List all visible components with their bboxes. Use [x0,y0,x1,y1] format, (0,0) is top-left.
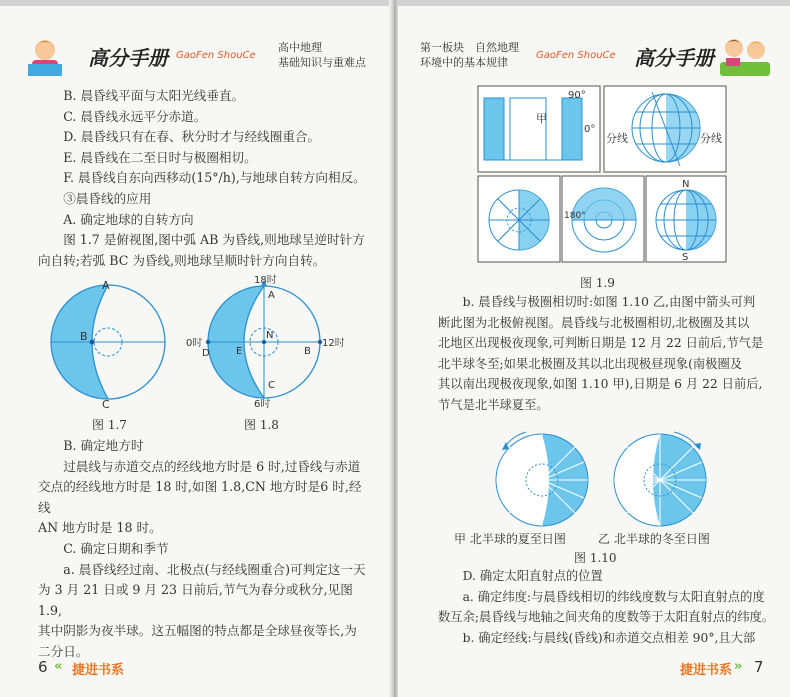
text-line: 其以南出现极夜现象,如图 1.10 甲),日期是 6 月 22 日前后, [438,377,763,392]
fig19-label-jia: 甲 [536,112,547,125]
figure-1-10 [484,426,724,532]
page-header [420,40,519,70]
reading-kid-icon [22,34,68,80]
body-text [438,566,778,648]
text-line: AN 地方时是 18 时。 [38,520,162,536]
fig19-label-n: N [682,179,690,190]
page-number: 6 [38,658,48,676]
left-top-strip [0,0,393,6]
figure-caption: 图 1.10 [574,551,617,565]
fig18-label-c: C [268,380,275,391]
winter-solstice-diagram [614,432,706,526]
brand-title: 高分手册 [88,46,168,70]
summer-solstice-diagram [496,432,588,526]
fig19-label-fen-r: 分线 [700,132,722,145]
chevron-icon: « [54,659,63,674]
header-line: 基础知识与重难点 [278,56,366,69]
fig19-label-90: 90° [568,90,586,101]
text-line: F. 晨昏线自东向西移动(15°/h),与地球自转方向相反。 [63,170,366,186]
text-line: ③晨昏线的应用 [63,190,152,206]
left-page [0,0,393,697]
text-line: 为 3 月 21 日或 9 月 23 日前后,节气为春分或秋分,见图1.9, [38,582,353,618]
chevron-icon: » [734,659,743,674]
text-line: a. 晨昏线经过南、北极点(与经线圈重合)可判定这一天 [63,561,366,577]
right-page [398,0,790,697]
brand-title: 高分手册 [634,46,714,70]
series-name: 捷进书系 [680,663,733,678]
text-line: b. 晨昏线与极圈相切时:如图 1.10 乙,由图中箭头可判 [462,295,756,309]
studying-kids-icon [716,34,774,80]
text-line: D. 确定太阳直射点的位置 [462,569,603,583]
text-line: 数互余;晨昏线与地轴之间夹角的度数等于太阳直射点的纬度。 [438,610,775,625]
body-text [38,86,373,271]
text-line: 过晨线与赤道交点的经线地方时是 6 时,过昏线与赤道 [63,458,361,474]
text-line: 北半球冬至;如果北极圈及其以北出现极昼现象(南极圈及 [438,356,743,371]
text-line: 二分日。 [38,643,89,659]
fig18-label-right: 12时 [322,338,345,349]
fig18-label-e: E [236,346,243,357]
right-top-strip [398,0,790,6]
fig19-label-fen-l: 分线 [606,132,628,145]
fig18-label-bottom: 6时 [254,399,271,410]
text-line: B. 晨昏线平面与太阳光线垂直。 [63,88,245,103]
header-line: 第一板块 自然地理 [420,41,519,54]
text-line: 图 1.7 是俯视图,图中弧 AB 为昏线,则地球呈逆时针方 [63,232,365,248]
fig17-label-c: C [102,398,110,411]
text-line: 节气是北半球夏至。 [438,397,549,412]
fig17-label-b: B [80,330,88,343]
header-line: 高中地理 [278,41,322,54]
series-name: 捷进书系 [72,663,125,678]
page-number: 7 [754,658,764,676]
figure-subcaption-yi: 乙 北半球的冬至日图 [598,532,710,546]
figure-1-8 [184,275,345,410]
body-text [438,292,773,416]
fig18-label-n: N [266,330,274,341]
fig19-label-180: 180° [564,211,586,221]
figure-subcaption-jia: 甲 北半球的夏至日图 [454,532,566,546]
text-line: 北地区出现极夜现象,可判断日期是 12 月 22 日前后,节气是 [438,336,764,351]
text-line: b. 确定经线:与晨线(昏线)和赤道交点相差 90°,且大部 [462,630,756,645]
text-line: A. 确定地球的自转方向 [63,211,194,227]
text-line: 交点的经线地方时是 18 时,如图 1.8,CN 地方时是6 时,经线 [38,479,362,515]
text-line: 断此图为北极俯视图。晨昏线与北极圈相切,北极圈及其以 [438,315,750,330]
fig19-label-0: 0° [584,124,596,135]
fig18-label-b: B [304,346,311,357]
fig18-label-left: 0时 [186,338,203,349]
text-line: B. 确定地方时 [63,438,144,453]
fig19-label-s: S [682,252,689,263]
figure-caption: 图 1.9 [580,276,615,290]
figure-caption: 图 1.8 [244,418,279,432]
header-line: 环境中的基本规律 [420,56,508,69]
brand-logo: GaoFen ShouCe [536,50,616,61]
text-line: C. 确定日期和季节 [63,540,169,556]
figure-1-7 [46,278,176,411]
figure-1-9 [476,84,728,270]
text-line: 其中阴影为夜半球。这五幅图的特点都是全球昼夜等长,为 [38,623,357,639]
fig18-label-d: D [202,348,210,359]
text-line: C. 晨昏线永远平分赤道。 [63,108,207,124]
text-line: 向自转;若弧 BC 为昏线,则地球呈顺时针方向自转。 [38,252,326,268]
brand-logo: GaoFen ShouCe [176,50,256,61]
page-header [278,40,366,70]
figure-caption: 图 1.7 [92,418,127,432]
body-text [38,436,373,663]
text-line: D. 晨昏线只有在春、秋分时才与经线圈重合。 [63,129,321,145]
text-line: E. 晨昏线在二至日时与极圈相切。 [63,149,257,165]
fig18-label-top: 18时 [254,275,277,286]
fig17-label-a: A [102,279,110,292]
text-line: a. 确定纬度:与晨昏线相切的纬线度数与太阳直射点的度 [462,589,765,604]
fig18-label-a: A [268,290,275,301]
